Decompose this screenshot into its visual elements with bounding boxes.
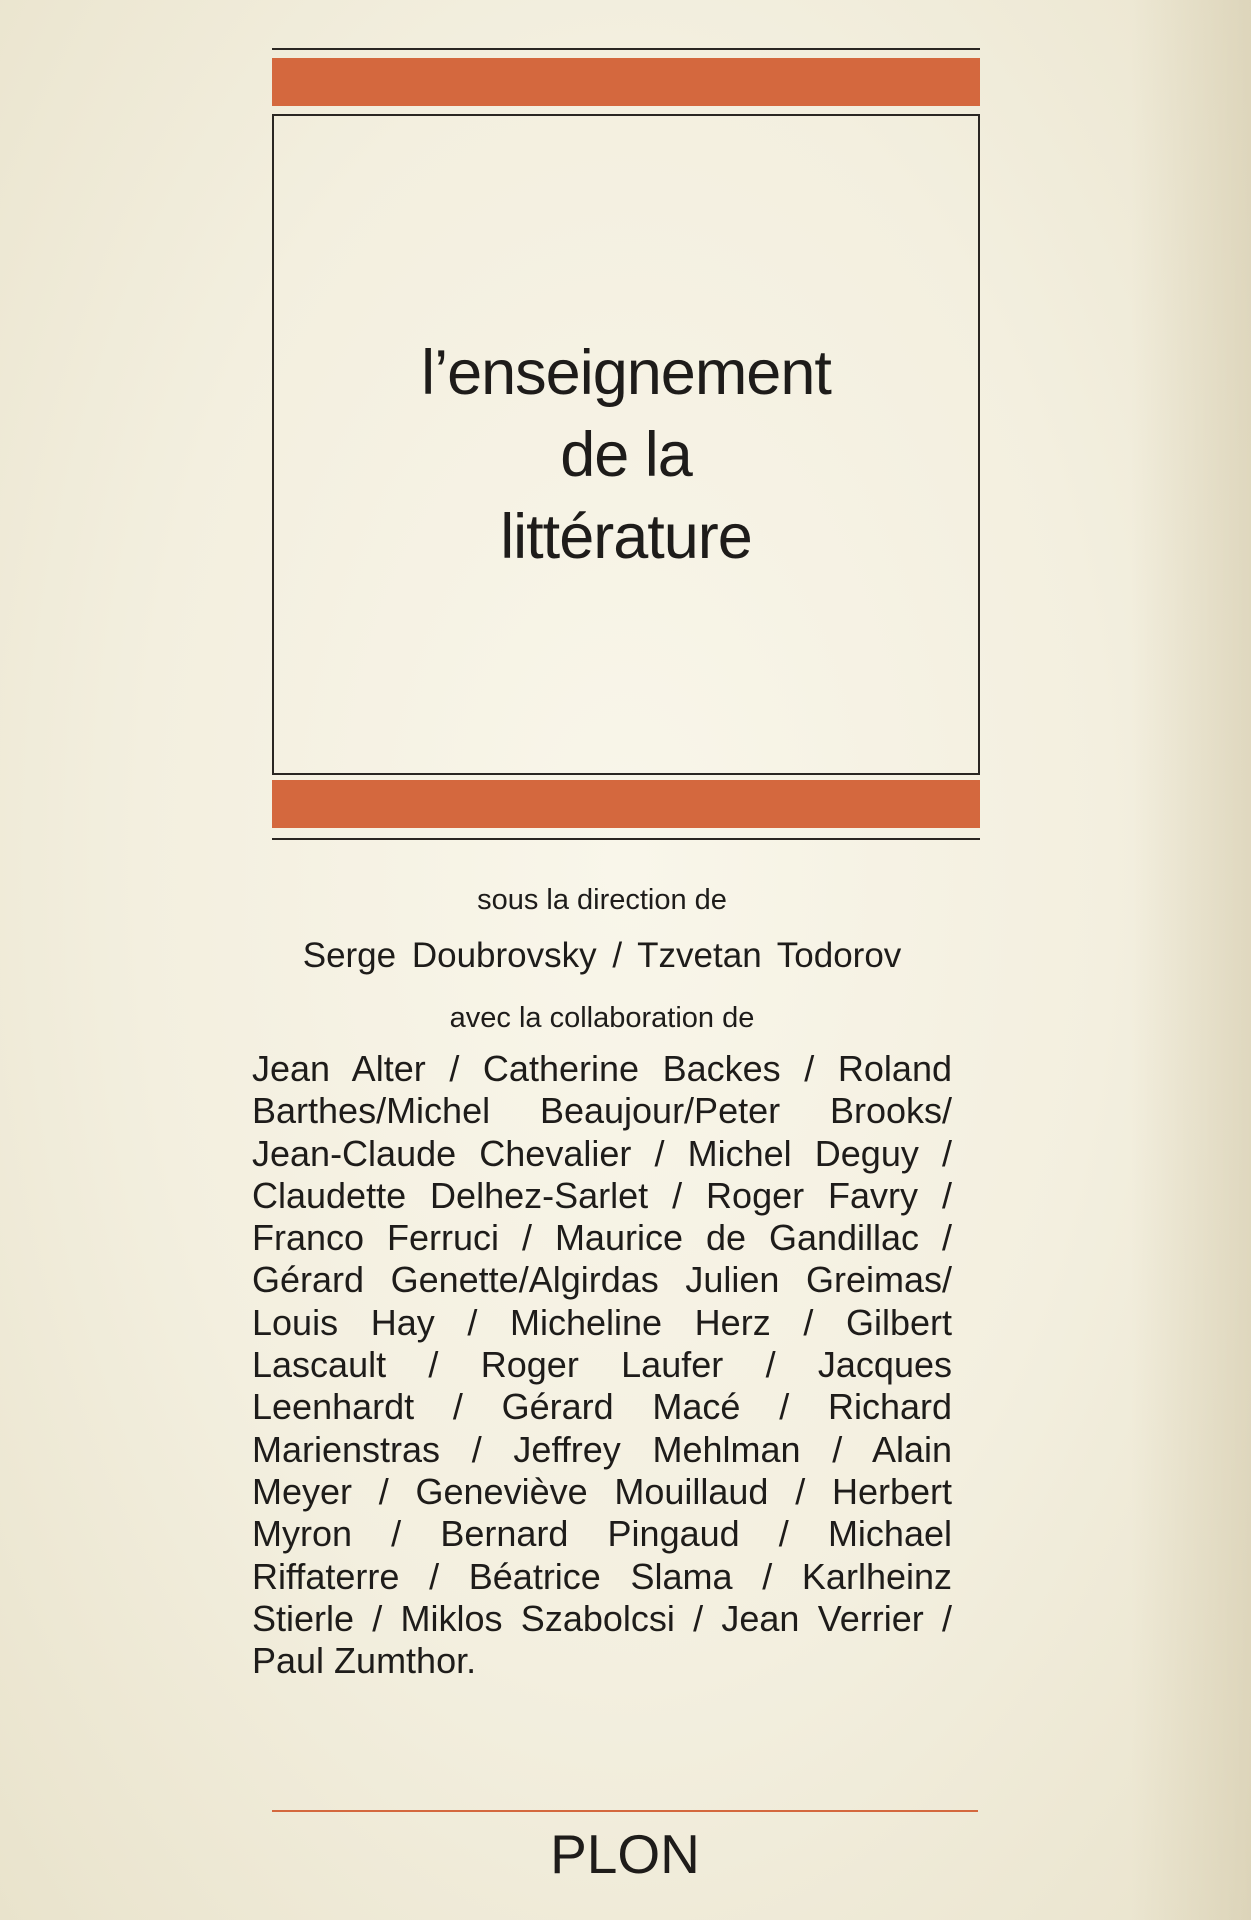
title-line: littérature — [500, 502, 752, 572]
contributor-line: Franco Ferruci / Maurice de Gandillac / — [252, 1217, 952, 1259]
contributor-line: Gérard Genette/Algirdas Julien Greimas/ — [252, 1259, 952, 1301]
contributor-list — [252, 1048, 952, 1682]
book-title — [274, 332, 978, 578]
page-edge-shadow — [1131, 0, 1251, 1920]
title-line: l’enseignement — [421, 338, 831, 408]
title-line: de la — [560, 420, 692, 490]
contributor-line: Paul Zumthor. — [252, 1640, 477, 1682]
top-orange-band — [272, 58, 980, 106]
contributor-line: Louis Hay / Micheline Herz / Gilbert — [252, 1301, 952, 1343]
collaboration-label: avec la collaboration de — [449, 1002, 755, 1034]
contributor-line: Lascault / Roger Laufer / Jacques — [252, 1344, 952, 1386]
bottom-orange-band — [272, 780, 980, 828]
top-rule — [272, 48, 980, 50]
contributor-line: Leenhardt / Gérard Macé / Richard — [252, 1386, 952, 1428]
contributor-line: Jean Alter / Catherine Backes / Roland — [252, 1048, 952, 1089]
contributor-line: Jean-Claude Chevalier / Michel Deguy / — [252, 1132, 952, 1174]
contributor-line: Barthes/Michel Beaujour/Peter Brooks/ — [252, 1090, 952, 1132]
editors: Serge Doubrovsky / Tzvetan Todorov — [302, 936, 902, 975]
contributor-line: Myron / Bernard Pingaud / Michael — [252, 1513, 952, 1555]
footer-rule — [272, 1810, 978, 1812]
contributor-line: Claudette Delhez-Sarlet / Roger Favry / — [252, 1174, 952, 1216]
contributor-line: Meyer / Geneviève Mouillaud / Herbert — [252, 1470, 952, 1512]
contributor-line: Marienstras / Jeffrey Mehlman / Alain — [252, 1428, 952, 1470]
bottom-rule — [272, 838, 980, 840]
direction-label: sous la direction de — [477, 884, 727, 916]
contributor-line: Stierle / Miklos Szabolcsi / Jean Verrier / — [252, 1597, 952, 1639]
publisher-name: PLON — [550, 1823, 700, 1885]
title-frame — [272, 114, 980, 775]
contributor-line: Riffaterre / Béatrice Slama / Karlheinz — [252, 1555, 952, 1597]
